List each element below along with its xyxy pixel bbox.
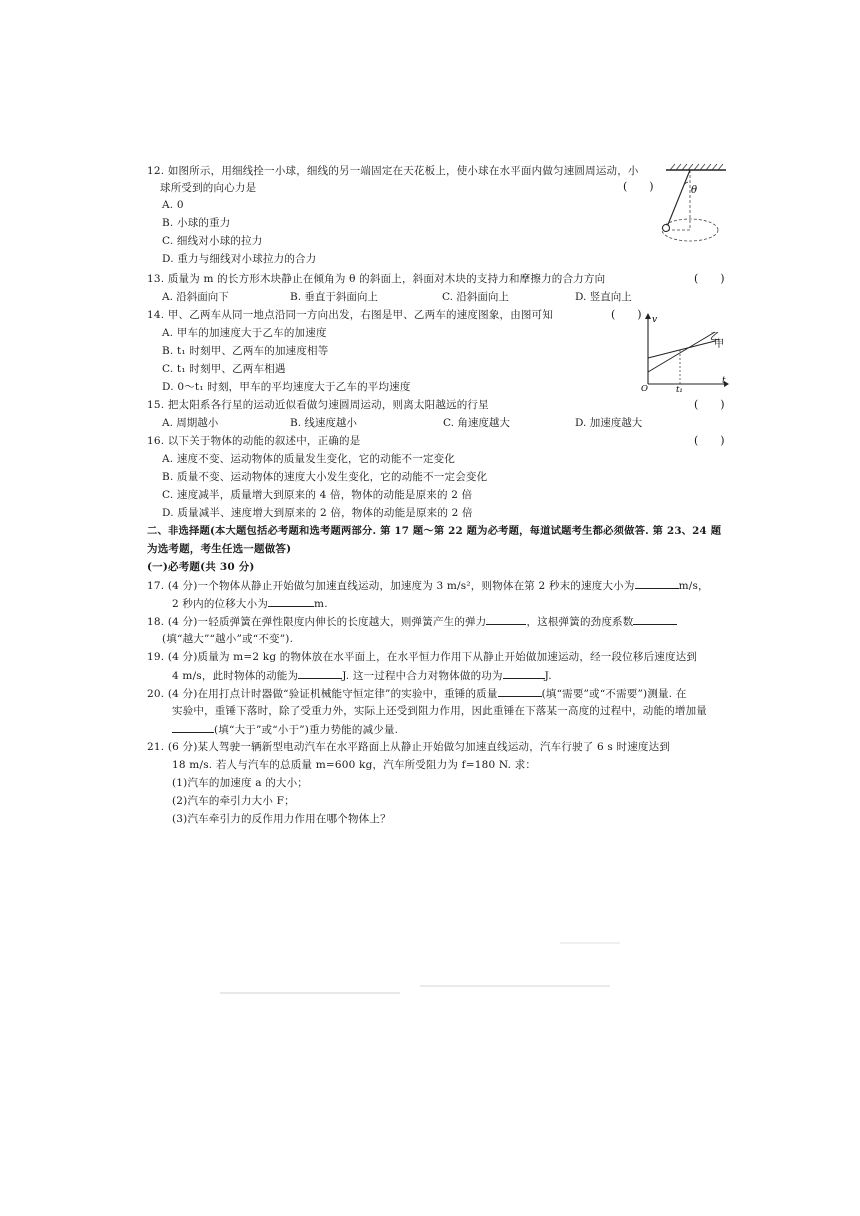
q14-option-c: C. t₁ 时刻甲、乙两车相遇 (162, 363, 286, 375)
q16-option-c: C. 速度减半，质量增大到原来的 4 倍，物体的动能是原来的 2 倍 (162, 489, 473, 501)
q14-stem: 14. 甲、乙两车从同一地点沿同一方向出发，右图是甲、乙两车的速度图象，由图可知 (147, 309, 554, 321)
section2-subheading: (一)必考题(共 30 分) (147, 561, 255, 573)
line-yi (648, 332, 715, 372)
q17-blank-velocity[interactable] (635, 578, 679, 589)
q12-option-c: C. 细线对小球的拉力 (162, 235, 263, 247)
q16-option-d: D. 质量减半、速度增大到原来的 2 倍，物体的动能是原来的 2 倍 (162, 507, 473, 519)
q20-line3 (172, 722, 398, 737)
q21-line1: 21. (6 分)某人驾驶一辆新型电动汽车在水平路面上从静止开始做匀加速直线运动，汽车行驶了 6 s 时速度达到 (147, 741, 671, 753)
q20-line1 (147, 686, 687, 701)
ball (663, 225, 670, 232)
q15-stem: 15. 把太阳系各行星的运动近似看做匀速圆周运动，则离太阳越远的行星 (147, 399, 489, 411)
t-axis-label: t (722, 376, 726, 386)
jia-label: 甲 (714, 339, 724, 350)
q16-option-a: A. 速度不变、运动物体的质量发生变化，它的动能不一定变化 (162, 453, 456, 465)
q12-option-d: D. 重力与细线对小球拉力的合力 (162, 253, 317, 265)
scan-noise (420, 985, 610, 987)
scan-noise (560, 942, 620, 944)
t1-label: t₁ (676, 385, 683, 392)
q15-option-d: D. 加速度越大 (575, 417, 643, 429)
q17-line2 (172, 596, 328, 611)
q19-text-a: 4 m/s，此时物体的动能为 (172, 670, 299, 682)
q12-stem-line2: 球所受到的向心力是 (160, 182, 257, 194)
q18-line2: (填“越大”“越小”或“不变”). (162, 633, 294, 645)
q12-answer-paren: ( ) (623, 180, 654, 193)
q19-line1: 19. (4 分)质量为 m=2 kg 的物体放在水平面上，在水平恒力作用下从静止开始做加速运动，经一段位移后速度达到 (147, 651, 698, 663)
q17-line1 (147, 578, 709, 593)
conical-pendulum-figure (628, 160, 728, 260)
section2-heading-line1: 二、非选择题(本大题包括必考题和选考题两部分. 第 17 题～第 22 题为必考题，每道试题考生都必须做答. 第 23、24 题 (147, 525, 722, 537)
q13-option-d: D. 竖直向上 (575, 291, 632, 303)
q13-stem: 13. 质量为 m 的长方形木块静止在倾角为 θ 的斜面上，斜面对木块的支持力和摩擦力的合力方向 (147, 273, 606, 285)
q18-blank-stiffness[interactable] (633, 614, 677, 625)
theta-label: θ (691, 185, 698, 196)
q13-answer-paren: ( ) (694, 272, 725, 285)
q17-blank-displacement[interactable] (268, 596, 314, 607)
q17-text-b: m/s， (678, 580, 709, 592)
scan-noise (220, 992, 400, 994)
q20-blank-mass[interactable] (498, 686, 542, 697)
q12-option-b: B. 小球的重力 (162, 217, 231, 229)
q12-stem-line1: 12. 如图所示，用细线拴一小球，细线的另一端固定在天花板上，使小球在水平面内做匀速圆周运动，小 (147, 165, 639, 177)
q21-sub3: (3)汽车牵引力的反作用力作用在哪个物体上？ (172, 813, 391, 825)
q20-text-c: (填“大于”或“小于”)重力势能的减少量. (214, 724, 399, 736)
q18-text-a: 18. (4 分)一轻质弹簧在弹性限度内伸长的长度越大，则弹簧产生的弹力 (147, 616, 487, 628)
line-jia (648, 341, 715, 358)
q16-answer-paren: ( ) (694, 434, 725, 447)
q14-answer-paren: ( ) (611, 308, 642, 321)
q15-option-b: B. 线速度越小 (290, 417, 357, 429)
q16-option-b: B. 质量不变、运动物体的速度大小发生变化，它的动能不一定会变化 (162, 471, 488, 483)
q17-text-d: m. (314, 598, 328, 610)
q20-text-b: (填“需要”或“不需要”)测量. 在 (541, 688, 687, 700)
q19-blank-work[interactable] (503, 668, 545, 679)
q21-line2: 18 m/s. 若人与汽车的总质量 m=600 kg，汽车所受阻力为 f=180 N. 求： (172, 759, 537, 771)
q18-line1 (147, 614, 677, 629)
q14-option-b: B. t₁ 时刻甲、乙两车的加速度相等 (162, 345, 329, 357)
q15-option-a: A. 周期越小 (162, 417, 219, 429)
q14-option-a: A. 甲车的加速度大于乙车的加速度 (162, 327, 327, 339)
q19-text-b: J. 这一过程中合力对物体做的功为 (342, 670, 503, 682)
q16-stem: 16. 以下关于物体的动能的叙述中，正确的是 (147, 435, 361, 447)
q14-option-d: D. 0～t₁ 时刻，甲车的平均速度大于乙车的平均速度 (162, 381, 411, 393)
v-axis-label: v (652, 315, 658, 325)
q17-text-c: 2 秒内的位移大小为 (172, 598, 269, 610)
q18-blank-force[interactable] (486, 614, 526, 625)
q21-sub2: (2)汽车的牵引力大小 F； (172, 795, 295, 807)
q20-text-a: 20. (4 分)在用打点计时器做“验证机械能守恒定律”的实验中，重锤的质量 (147, 688, 498, 700)
velocity-time-graph (640, 310, 730, 392)
q19-line2 (172, 668, 552, 683)
q19-text-c: J. (544, 670, 552, 682)
q20-blank-compare[interactable] (172, 722, 214, 733)
q13-option-a: A. 沿斜面向下 (162, 291, 229, 303)
section2-heading-line2: 为选考题，考生任选一题做答) (147, 543, 292, 555)
q20-line2: 实验中，重锤下落时，除了受重力外，实际上还受到阻力作用，因此重锤在下落某一高度的过程中，动能的增加量 (172, 705, 707, 717)
q13-option-c: C. 沿斜面向上 (442, 291, 509, 303)
q12-option-a: A. 0 (162, 199, 184, 211)
string-line (667, 170, 690, 227)
yi-label: 乙 (710, 332, 720, 343)
q15-option-c: C. 角速度越大 (443, 417, 510, 429)
q13-option-b: B. 垂直于斜面向上 (290, 291, 378, 303)
q17-text-a: 17. (4 分)一个物体从静止开始做匀加速直线运动，加速度为 3 m/s²，则物体在第 2 秒末的速度大小为 (147, 580, 635, 592)
q21-sub1: (1)汽车的加速度 a 的大小； (172, 777, 309, 789)
q18-text-b: ，这根弹簧的劲度系数 (526, 616, 634, 628)
q15-answer-paren: ( ) (694, 398, 725, 411)
q19-blank-kinetic-energy[interactable] (298, 668, 342, 679)
origin-label: O (641, 384, 648, 392)
